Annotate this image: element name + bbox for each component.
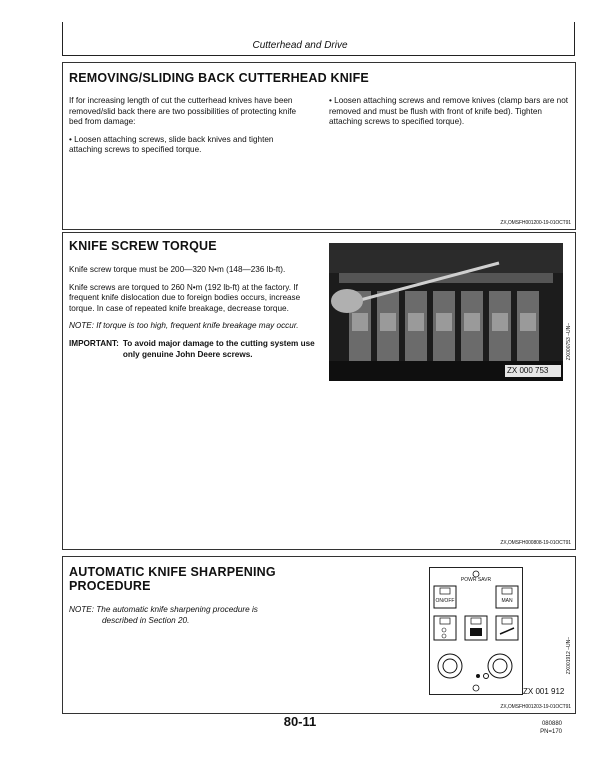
photo-label: ZX 000 753 — [507, 366, 549, 375]
important-label: IMPORTANT: — [69, 338, 119, 348]
document-code: ZX,OMSFH001200-19-01OCT91 — [500, 220, 571, 226]
cutterhead-photo-image — [329, 243, 563, 381]
footer-page-count: PN=170 — [540, 729, 562, 735]
control-panel-diagram — [429, 567, 523, 695]
note — [69, 605, 329, 626]
cutterhead-photo — [329, 243, 563, 381]
section-knife-screw-torque — [62, 232, 576, 550]
man-label: MAN — [501, 598, 513, 604]
section-left-column — [69, 96, 301, 163]
document-code: ZX,OMSFH000808-19-01OCT91 — [500, 540, 571, 546]
document-code: ZX,OMSFH001203-19-01OCT91 — [500, 704, 571, 710]
section-heading — [69, 565, 276, 593]
running-header: Cutterhead and Drive — [252, 40, 348, 51]
important-text: To avoid major damage to the cutting system use only genuine John Deere screws. — [122, 338, 315, 359]
note: NOTE: If torque is too high, frequent knife breakage may occur. — [69, 321, 299, 331]
page-number: 80-11 — [283, 714, 317, 729]
heading-line-1: AUTOMATIC KNIFE SHARPENING — [69, 565, 276, 579]
power-savr-label: POWR SAVR — [460, 577, 492, 583]
paragraph: • Loosen attaching screws, slide back knives and tighten attaching screws to specified torque. — [69, 134, 274, 155]
note-line-2: described in Section 20. — [102, 615, 190, 625]
control-panel-drawing — [430, 568, 522, 694]
section-heading: REMOVING/SLIDING BACK CUTTERHEAD KNIFE — [69, 71, 369, 85]
paragraph: Knife screw torque must be 200—320 N•m (148—236 lb-ft). — [69, 265, 286, 274]
on-off-label: ON/OFF — [435, 598, 455, 604]
important-notice — [69, 339, 323, 360]
photo-side-code: ZX000753 –UN– — [566, 323, 572, 361]
header-underline — [62, 55, 575, 56]
section-removing-knife — [62, 62, 576, 230]
panel-side-code: ZX001912 –UN– — [566, 637, 572, 675]
section-right-column — [329, 96, 569, 135]
panel-label: ZX 001 912 — [523, 687, 565, 696]
note-line-1: NOTE: The automatic knife sharpening procedure is — [69, 605, 258, 614]
paragraph: If for increasing length of cut the cutterhead knives have been removed/slid back there are two possibilities of protecting knife bed from damage: — [69, 96, 297, 127]
section-automatic-sharpening — [62, 556, 576, 714]
paragraph: Knife screws are torqued to 260 N•m (192 lb-ft) at the factory. If frequent knife dislocation due to foreign bodies occurs, increase torque. In case of repeated knife breakage, decrease torque. — [69, 282, 301, 313]
section-heading: KNIFE SCREW TORQUE — [69, 239, 217, 253]
footer-date-code: 080880 — [541, 721, 562, 727]
paragraph: • Loosen attaching screws and remove knives (clamp bars are not removed and must be flush with front of knife bed). Tighten attaching screws to specified torque). — [329, 96, 569, 127]
heading-line-2: PROCEDURE — [69, 579, 151, 593]
section-text-column — [69, 265, 323, 360]
